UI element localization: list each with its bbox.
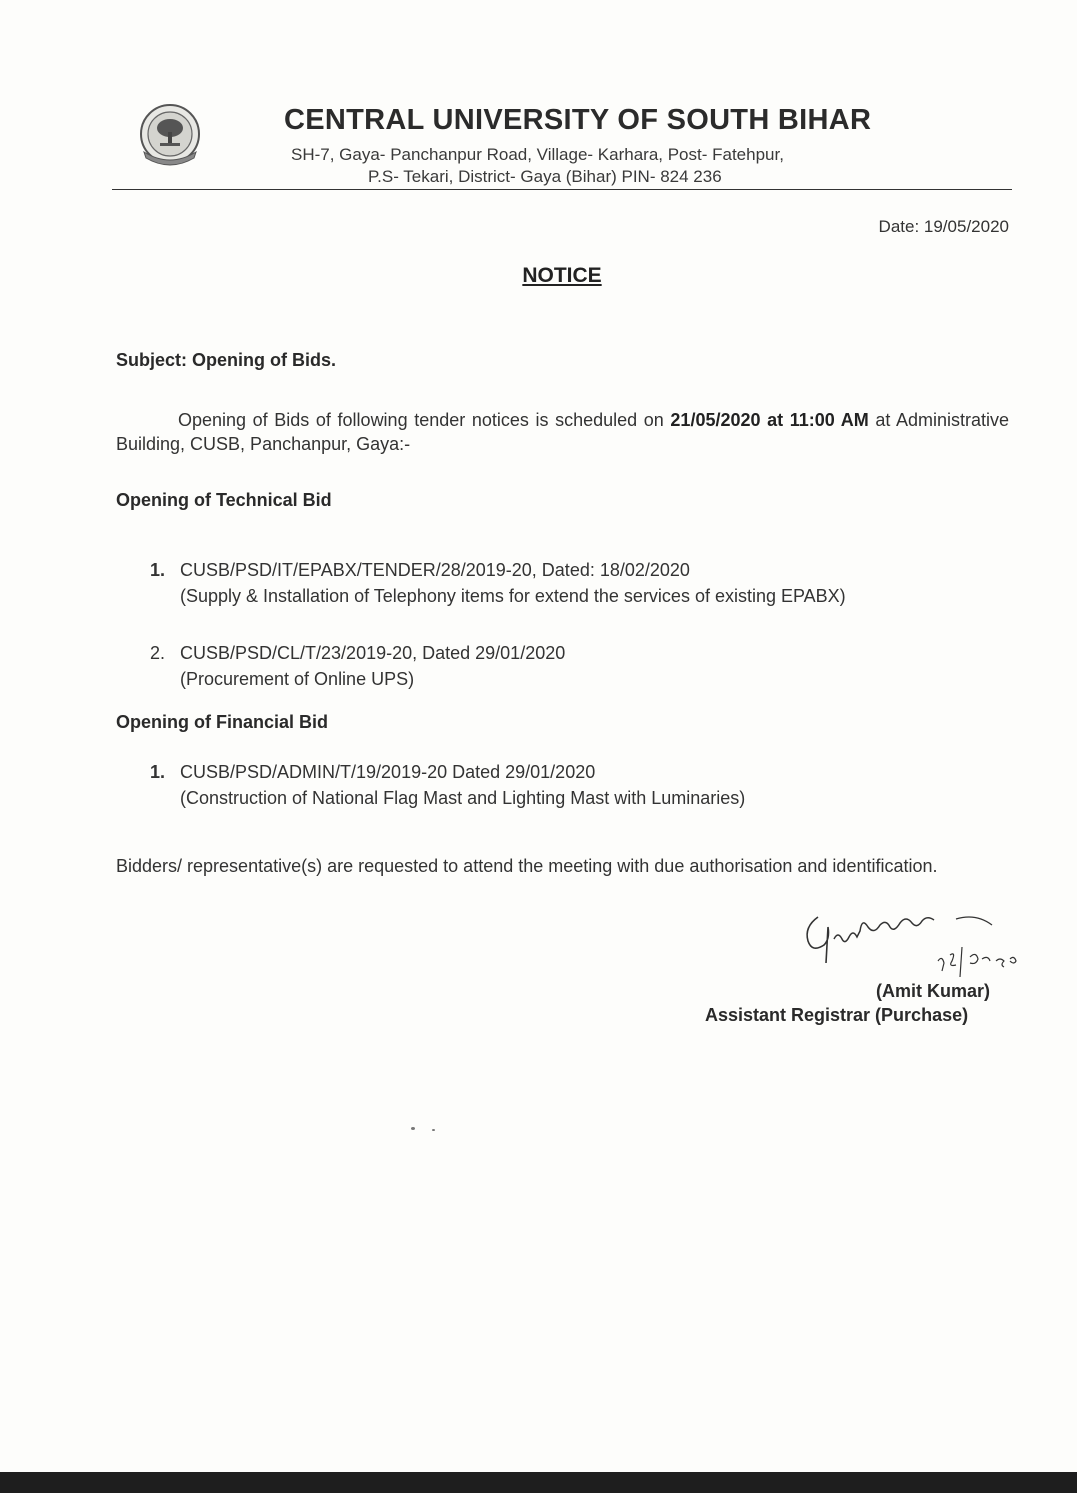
technical-bid-heading: Opening of Technical Bid	[116, 490, 332, 510]
item-reference: CUSB/PSD/IT/EPABX/TENDER/28/2019-20, Dated: 18/02/2020	[180, 560, 690, 580]
technical-bid-item	[150, 640, 565, 692]
address-line-2: P.S- Tekari, District- Gaya (Bihar) PIN- 824 236	[368, 167, 722, 186]
item-description: (Supply & Installation of Telephony items for extend the services of existing EPABX)	[180, 586, 846, 606]
item-reference: CUSB/PSD/CL/T/23/2019-20, Dated 29/01/2020	[180, 643, 566, 663]
item-description: (Procurement of Online UPS)	[180, 669, 415, 689]
item-number: 1.	[150, 762, 166, 782]
item-description: (Construction of National Flag Mast and Lighting Mast with Luminaries)	[180, 788, 746, 808]
notice-title: NOTICE	[522, 264, 602, 287]
signatory-designation: Assistant Registrar (Purchase)	[705, 1005, 969, 1025]
item-number: 1.	[150, 560, 166, 580]
signatory-name: (Amit Kumar)	[876, 981, 991, 1001]
intro-paragraph	[116, 408, 1009, 456]
item-reference: CUSB/PSD/ADMIN/T/19/2019-20 Dated 29/01/2020	[180, 762, 596, 782]
financial-bid-item	[150, 759, 745, 811]
university-seal-icon	[136, 102, 204, 170]
notice-date: Date: 19/05/2020	[878, 217, 1009, 236]
subject-line: Subject: Opening of Bids.	[116, 350, 336, 370]
technical-bid-item	[150, 557, 846, 609]
scan-speck	[411, 1127, 415, 1130]
address-line-1: SH-7, Gaya- Panchanpur Road, Village- Karhara, Post- Fatehpur,	[291, 145, 784, 164]
intro-schedule-bold: 21/05/2020 at 11:00 AM	[670, 410, 869, 430]
closing-paragraph: Bidders/ representative(s) are requested to attend the meeting with due authorisation and identification.	[116, 856, 938, 876]
intro-text-1: Opening of Bids of following tender notices is scheduled on	[178, 410, 671, 430]
header-divider	[112, 189, 1012, 190]
university-name: CENTRAL UNIVERSITY OF SOUTH BIHAR	[284, 104, 872, 136]
intro-text-2: at Administrative Building, CUSB, Panchanpur, Gaya:-	[116, 410, 1010, 454]
scan-edge-bar	[0, 1472, 1077, 1493]
financial-bid-heading: Opening of Financial Bid	[116, 712, 329, 732]
item-number: 2.	[150, 643, 166, 663]
handwritten-signature	[800, 905, 1060, 985]
scan-speck	[432, 1129, 435, 1131]
